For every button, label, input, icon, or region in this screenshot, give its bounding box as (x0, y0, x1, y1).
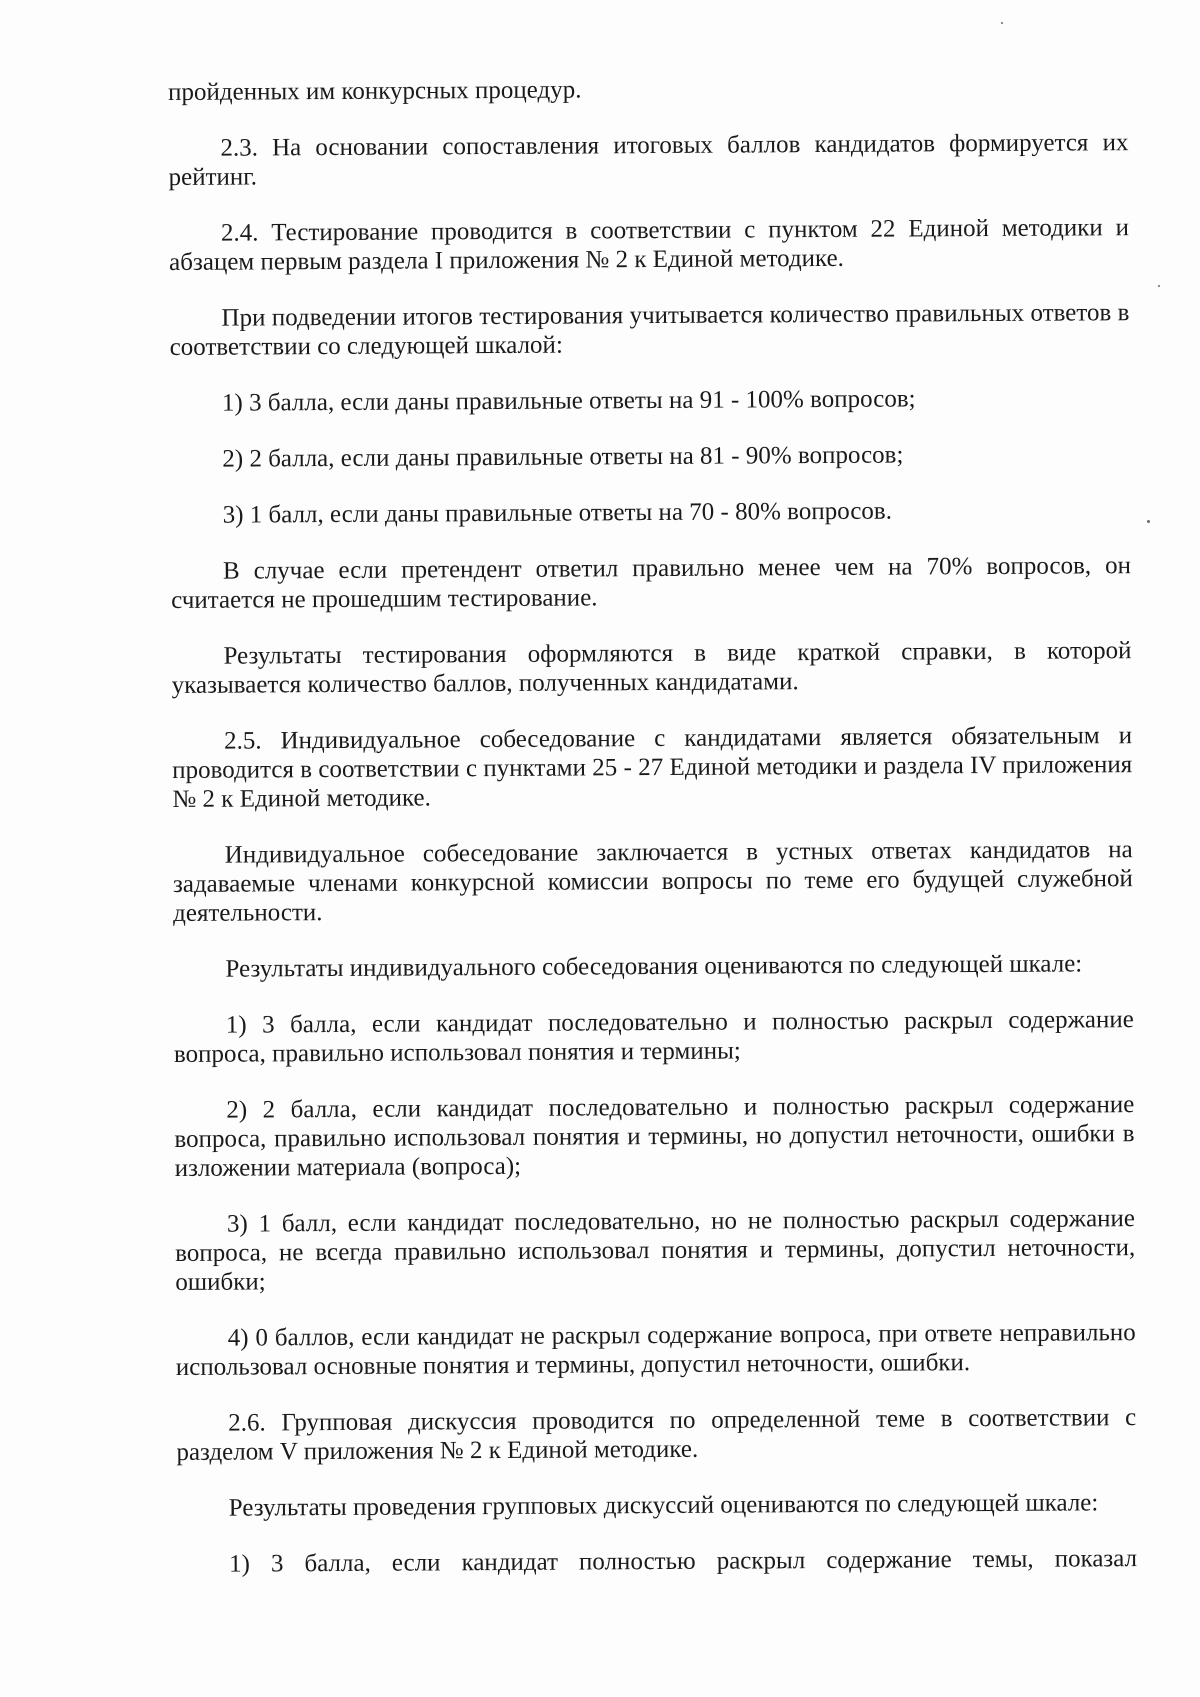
paragraph-testing-fail: В случае если претендент ответил правильно менее чем на 70% вопросов, он считается не прошедшим тестирование. (171, 552, 1132, 614)
paragraph-interview-description: Индивидуальное собеседование заключается в устных ответах кандидатов на задаваемые членами конкурсной комиссии вопросы по теме его будущей служебной деятельности. (172, 836, 1133, 927)
paragraph-interview-score-2: 2) 2 балла, если кандидат последовательно и полностью раскрыл содержание вопроса, правильно использовал понятия и термины, но допустил неточности, ошибки в изложении материала (вопроса); (174, 1091, 1135, 1182)
paragraph-testing-score-1: 3) 1 балл, если даны правильные ответы на 70 - 80% вопросов. (222, 497, 893, 529)
paragraph-continuation: пройденных им конкурсных процедур. (168, 76, 582, 106)
paragraph-interview-score-1: 3) 1 балл, если кандидат последовательно, но не полностью раскрыл содержание вопроса, не всегда правильно использовал понятия и термины, допустил неточности, ошибки; (175, 1205, 1136, 1296)
paragraph-interview-score-3: 1) 3 балла, если кандидат последовательно и полностью раскрыл содержание вопроса, правильно использовал понятия и термины; (173, 1006, 1134, 1068)
paragraph-2-5: 2.5. Индивидуальное собеседование с кандидатами является обязательным и проводится в соответствии с пунктами 25 - 27 Единой методики и раздела IV приложения № 2 к Единой методике. (172, 722, 1133, 813)
paragraph-testing-scale-intro: При подведении итогов тестирования учитывается количество правильных ответов в соответствии со следующей шкалой: (169, 299, 1130, 361)
paragraph-2-3: 2.3. На основании сопоставления итоговых баллов кандидатов формируется их рейтинг. (168, 129, 1129, 191)
scan-speck (1158, 285, 1160, 287)
paragraph-interview-scale-intro: Результаты индивидуального собеседования оцениваются по следующей шкале: (225, 950, 1083, 983)
paragraph-2-6: 2.6. Групповая дискуссия проводится по определенной теме в соответствии с разделом V приложения № 2 к Единой методике. (176, 1404, 1137, 1466)
paragraph-discussion-score-3: 1) 3 балла, если кандидат полностью раскрыл содержание темы, показал (228, 1545, 1138, 1578)
scan-speck (1147, 520, 1150, 523)
scan-speck (1001, 22, 1003, 24)
paragraph-testing-results: Результаты тестирования оформляются в виде краткой справки, в которой указывается количество баллов, полученных кандидатами. (171, 637, 1132, 699)
paragraph-discussion-scale-intro: Результаты проведения групповых дискуссий оцениваются по следующей шкале: (228, 1489, 1099, 1522)
paragraph-testing-score-3: 1) 3 балла, если даны правильные ответы на 91 - 100% вопросов; (221, 385, 916, 417)
document-body (168, 72, 1137, 1579)
paragraph-testing-score-2: 2) 2 балла, если даны правильные ответы на 81 - 90% вопросов; (222, 441, 904, 473)
paragraph-interview-score-0: 4) 0 баллов, если кандидат не раскрыл содержание вопроса, при ответе неправильно использовал основные понятия и термины, допустил неточности, ошибки. (175, 1319, 1136, 1381)
paragraph-2-4: 2.4. Тестирование проводится в соответствии с пунктом 22 Единой методики и абзацем первым раздела I приложения № 2 к Единой методике. (169, 214, 1130, 276)
